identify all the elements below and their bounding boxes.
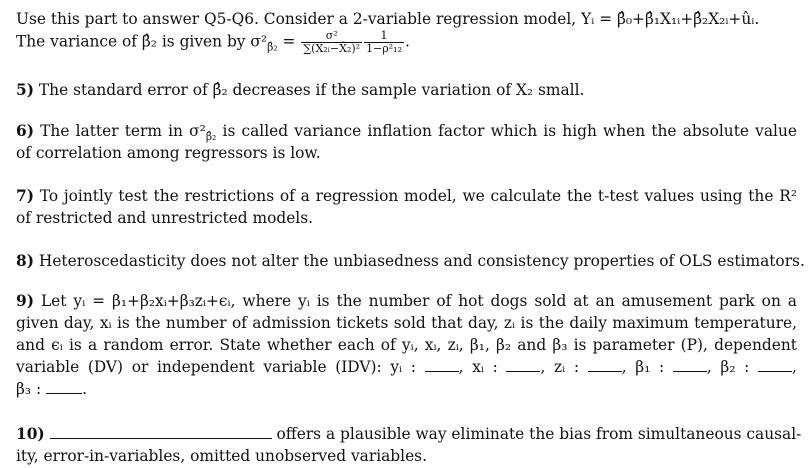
question-10-line-1 (16, 423, 802, 445)
question-10-text: offers a plausible way eliminate the bias from simultaneous causal- (276, 425, 802, 443)
field-label-beta3: β₃ : (16, 380, 42, 398)
field-label-beta1: β₁ : (635, 358, 665, 376)
answer-blank-y[interactable] (425, 357, 459, 372)
question-9-number: 9) (16, 292, 34, 310)
question-5 (16, 79, 797, 101)
fraction-vif-numerator: 1 (364, 30, 404, 43)
question-8 (16, 250, 805, 272)
intro-block (16, 8, 797, 55)
answer-blank-beta2[interactable] (758, 357, 792, 372)
field-label-y: yᵢ : (390, 358, 416, 376)
question-9-line-4-text: variable (DV) or independent variable (IDV): (16, 358, 382, 376)
question-9-line-4: variable (DV) or independent variable (IDV): yᵢ : , xᵢ : , zᵢ : , β₁ : , β₂ : , (16, 358, 797, 376)
question-9-line-1-text: Let yᵢ = β₁+β₂xᵢ+β₃zᵢ+ϵᵢ, where yᵢ is the number of hot dogs sold at an amusement park on a (40, 292, 797, 310)
field-label-beta2: β₂ : (720, 358, 750, 376)
question-9-line-2: given day, xᵢ is the number of admission tickets sold that day, zᵢ is the daily maximum temperature, (16, 314, 797, 332)
question-9-line-5: β₃ : . (16, 380, 87, 398)
question-7-line-2: of restricted and unrestricted models. (16, 209, 314, 227)
fraction-vif (364, 30, 404, 55)
question-9-line-1 (16, 290, 797, 312)
question-7-number: 7) (16, 187, 34, 205)
field-label-x: xᵢ : (472, 358, 498, 376)
question-8-text: Heteroscedasticity does not alter the unbiasedness and consistency properties of OLS estimators. (38, 252, 805, 270)
fraction-vif-denominator: 1−ρ²₁₂ (366, 42, 402, 55)
question-10-line-2: ity, error-in-variables, omitted unobserved variables. (16, 447, 427, 465)
question-10-number: 10) (16, 425, 45, 443)
answer-blank-x[interactable] (506, 357, 540, 372)
answer-blank-beta1[interactable] (673, 357, 707, 372)
question-9-line-3: and ϵᵢ is a random error. State whether each of yᵢ, xᵢ, zᵢ, β₁, β₂ and β₃ is parameter (P), dependent (16, 336, 797, 354)
question-7-line-1 (16, 185, 797, 207)
question-9 (16, 290, 797, 400)
answer-blank-beta3[interactable] (46, 379, 82, 394)
fraction-sigma-numerator: σ² (301, 30, 362, 43)
intro-line-2 (16, 30, 797, 55)
variance-text: The variance of β̂₂ is given by σ² (16, 32, 268, 51)
question-6 (16, 120, 797, 164)
question-7 (16, 185, 797, 229)
equals-sign: = (277, 32, 301, 51)
variance-subscript: β̂₂ (267, 40, 278, 54)
answer-blank-q10[interactable] (50, 424, 272, 439)
answer-blank-z[interactable] (588, 357, 622, 372)
question-6-subscript: β̂₂ (205, 130, 217, 144)
period: . (404, 32, 410, 51)
question-5-text: The standard error of β̂₂ decreases if the sample variation of X₂ small. (38, 81, 585, 99)
question-5-number: 5) (16, 81, 34, 99)
question-7-text: To jointly test the restrictions of a regression model, we calculate the t-test values using the R² (39, 187, 797, 205)
question-8-number: 8) (16, 252, 34, 270)
question-6-pre: The latter term in σ² (40, 122, 206, 140)
question-6-line-1 (16, 120, 797, 142)
question-10 (16, 423, 802, 467)
fraction-sigma (301, 30, 362, 55)
intro-line-1: Use this part to answer Q5-Q6. Consider a 2-variable regression model, Yᵢ = β̂₀+β̂₁X₁ᵢ+β̂₂X₂ᵢ+ûᵢ. (16, 10, 760, 28)
fraction-sigma-denominator: ∑(X₂ᵢ−X̄₂)² (303, 42, 361, 55)
question-6-line-2: of correlation among regressors is low. (16, 144, 321, 162)
question-6-number: 6) (16, 122, 34, 140)
field-label-z: zᵢ : (554, 358, 580, 376)
question-6-rest: is called variance inflation factor which is high when the absolute value (216, 122, 797, 140)
